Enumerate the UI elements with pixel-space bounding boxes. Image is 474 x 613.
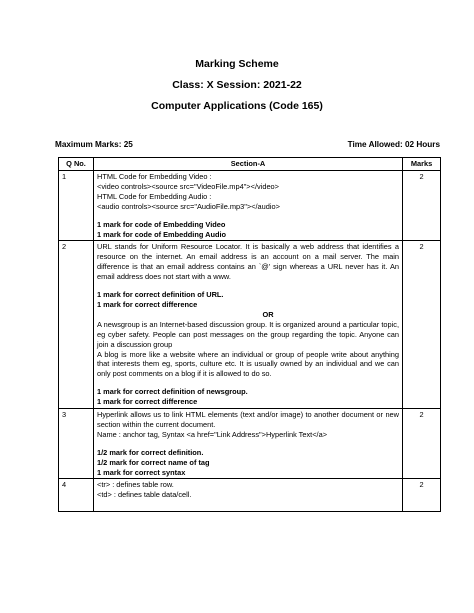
marking-criterion: 1 mark for correct definition of URL.	[97, 290, 224, 300]
marking-criterion: 1 mark for correct definition of newsgroup.	[97, 387, 248, 397]
header-marks: Marks	[403, 158, 441, 171]
answer-paragraph: A newsgroup is an Internet-based discussion group. It is organized around a particular topic, eg cyber safety. People can post messages on the group regarding the topic. Anyone can join a discussion group	[97, 319, 399, 349]
question-answer	[94, 241, 403, 409]
header-qno: Q No.	[59, 158, 94, 171]
time-allowed: Time Allowed: 02 Hours	[347, 140, 440, 149]
question-marks: 2	[403, 409, 441, 479]
question-number: 2	[59, 241, 94, 409]
table-row-q2	[59, 241, 441, 409]
marking-criterion: 1 mark for code of Embedding Audio	[97, 229, 227, 239]
or-separator: OR	[262, 309, 274, 319]
question-marks: 2	[403, 171, 441, 241]
table-row-q4	[59, 479, 441, 512]
marking-criterion: 1 mark for code of Embedding Video	[97, 219, 226, 229]
marking-table	[58, 157, 441, 512]
answer-paragraph: Hyperlink allows us to link HTML elements (text and/or image) to another document or new section within the current document.	[97, 410, 399, 429]
question-answer	[94, 171, 403, 241]
answer-line: <td> : defines table data/cell.	[97, 490, 192, 500]
answer-line: Name : anchor tag, Syntax <a href="Link Address">Hyperlink Text</a>	[97, 429, 328, 439]
marking-criterion: 1 mark for correct syntax	[97, 467, 186, 477]
marking-criterion: 1/2 mark for correct definition.	[97, 447, 204, 457]
class-session-heading: Class: X Session: 2021-22	[172, 79, 302, 91]
answer-line: <video controls><source src="VideoFile.mp4"></video>	[97, 181, 279, 191]
answer-paragraph: A blog is more like a website where an individual or group of people write about anything that interests them eg, sports, culture etc. It is usually owned by an individual and we can only post comments on a blog if it is allowed to do so.	[97, 349, 399, 379]
question-answer	[94, 409, 403, 479]
marking-criterion: 1/2 mark for correct name of tag	[97, 457, 210, 467]
question-number: 3	[59, 409, 94, 479]
answer-line: HTML Code for Embedding Audio :	[97, 191, 212, 201]
question-number: 1	[59, 171, 94, 241]
question-marks: 2	[403, 241, 441, 409]
answer-line: <tr> : defines table row.	[97, 480, 174, 490]
question-number: 4	[59, 479, 94, 512]
question-marks: 2	[403, 479, 441, 512]
marking-criterion: 1 mark for correct difference	[97, 299, 198, 309]
subject-heading: Computer Applications (Code 165)	[151, 100, 323, 112]
marking-criterion: 1 mark for correct difference	[97, 397, 198, 407]
table-row-q1	[59, 171, 441, 241]
answer-paragraph: URL stands for Uniform Resource Locator. It is basically a web address that identifies a resource on the internet. An email address is an account on a mail server. The main difference is that an email address contains an `@' sign whereas a URL never has it. An email address does not start with a www.	[97, 242, 399, 282]
header-section: Section-A	[94, 158, 403, 171]
table-header-row	[59, 158, 441, 171]
question-answer	[94, 479, 403, 512]
answer-line: <audio controls><source src="AudioFile.mp3"></audio>	[97, 201, 280, 211]
maximum-marks: Maximum Marks: 25	[55, 140, 133, 149]
document-title: Marking Scheme	[195, 58, 279, 70]
answer-line: HTML Code for Embedding Video :	[97, 172, 212, 181]
table-row-q3	[59, 409, 441, 479]
